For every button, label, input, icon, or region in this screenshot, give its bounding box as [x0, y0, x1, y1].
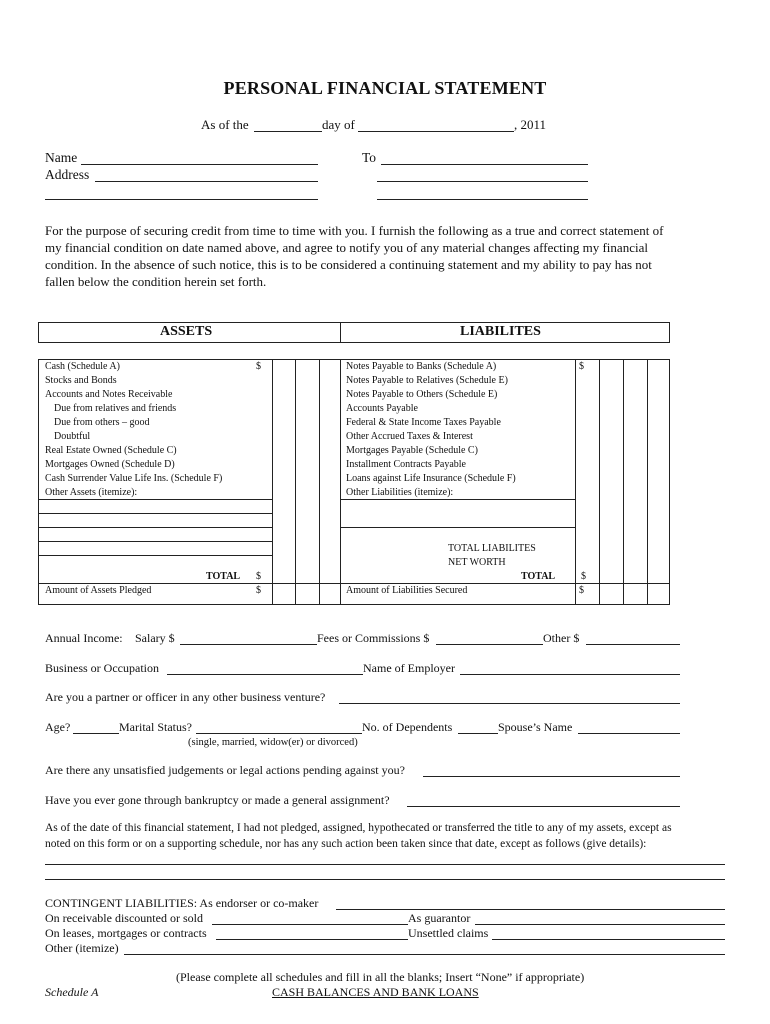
to-field-2[interactable] [377, 181, 588, 182]
guarantor-label: As guarantor [408, 911, 471, 925]
intro-line: my financial condition on date named above, and agree to notify you of any material changes affecting my financial [45, 240, 648, 255]
liability-others: Notes Payable to Others (Schedule E) [346, 389, 498, 400]
as-of-year: , 2011 [514, 117, 547, 132]
dependents-label: No. of Dependents [362, 720, 453, 734]
business-field[interactable] [167, 674, 363, 675]
assets-pledged-label: Amount of Assets Pledged [45, 585, 152, 596]
to-field-3[interactable] [377, 199, 588, 200]
asset-doubtful: Doubtful [54, 431, 91, 442]
liability-installment: Installment Contracts Payable [346, 459, 466, 470]
assets-total-dollar: $ [256, 571, 261, 582]
assets-heading: ASSETS [160, 324, 213, 339]
business-label: Business or Occupation [45, 661, 159, 675]
as-of-prefix: As of the [201, 117, 249, 132]
partner-question: Are you a partner or officer in any other business venture? [45, 690, 326, 704]
liability-other: Other Liabilities (itemize): [346, 487, 454, 498]
name-label: Name [45, 150, 78, 165]
receivable-label: On receivable discounted or sold [45, 911, 203, 925]
as-of-month-field[interactable] [358, 131, 514, 132]
liability-income-taxes: Federal & State Income Taxes Payable [346, 417, 501, 428]
address-label: Address [45, 167, 90, 182]
schedule-label: Schedule A [45, 985, 99, 999]
other-contingent-field[interactable] [124, 954, 725, 955]
as-of-middle: day of [322, 117, 355, 132]
pledge-line: As of the date of this financial statement, I had not pledged, assigned, hypothecated or transferred the title to any of my assets, except as [45, 822, 672, 834]
intro-line: For the purpose of securing credit from time to time with you. I furnish the following as a true and correct statement of [45, 223, 664, 238]
claims-field[interactable] [492, 939, 725, 940]
asset-mortgages: Mortgages Owned (Schedule D) [45, 459, 175, 470]
employer-field[interactable] [460, 674, 680, 675]
guarantor-field[interactable] [475, 924, 725, 925]
liability-accounts: Accounts Payable [346, 403, 418, 414]
pledge-details-field-2[interactable] [45, 879, 725, 880]
liability-mortgages: Mortgages Payable (Schedule C) [346, 445, 478, 456]
pledge-line: noted on this form or on a supporting schedule, nor has any such action been taken since that date, except as follows (give details): [45, 838, 647, 850]
assets-total-label: TOTAL [206, 571, 241, 582]
asset-other: Other Assets (itemize): [45, 487, 138, 498]
contingent-heading: CONTINGENT LIABILITIES: As endorser or co-maker [45, 896, 319, 910]
liabilities-secured-dollar: $ [579, 585, 584, 596]
intro-line: fallen below the condition herein set forth. [45, 274, 267, 289]
name-field[interactable] [81, 164, 318, 165]
partner-field[interactable] [339, 703, 680, 704]
asset-real-estate: Real Estate Owned (Schedule C) [45, 445, 177, 456]
marital-field[interactable] [196, 733, 362, 734]
asset-receivable: Accounts and Notes Receivable [45, 389, 173, 400]
intro-line: condition. In the absence of such notice, this is to be considered a continuing statement and my ability to pay has not [45, 257, 652, 272]
asset-stocks: Stocks and Bonds [45, 375, 117, 386]
section-header-box [38, 322, 670, 343]
salary-label: Salary $ [135, 631, 175, 645]
address-field-2[interactable] [45, 199, 318, 200]
schedule-title: CASH BALANCES AND BANK LOANS [272, 985, 479, 999]
other-income-label: Other $ [543, 631, 580, 645]
liabilities-secured-label: Amount of Liabilities Secured [346, 585, 468, 596]
salary-field[interactable] [180, 644, 317, 645]
leases-label: On leases, mortgages or contracts [45, 926, 207, 940]
judgements-question: Are there any unsatisfied judgements or legal actions pending against you? [45, 763, 405, 777]
instruction-note: (Please complete all schedules and fill in all the blanks; Insert “None” if appropriate) [176, 970, 585, 984]
age-label: Age? [45, 720, 71, 734]
other-income-field[interactable] [586, 644, 680, 645]
liability-banks: Notes Payable to Banks (Schedule A) [346, 361, 497, 372]
annual-income-label: Annual Income: [45, 631, 123, 645]
intro-paragraph [45, 222, 725, 290]
total-liabilities-label: TOTAL LIABILITES [448, 543, 536, 554]
employer-label: Name of Employer [363, 661, 455, 675]
spouse-label: Spouse’s Name [498, 720, 573, 734]
marital-note: (single, married, widow(er) or divorced) [188, 737, 358, 748]
liability-accrued-taxes: Other Accrued Taxes & Interest [346, 431, 473, 442]
other-contingent-label: Other (itemize) [45, 941, 119, 955]
pledge-details-field-1[interactable] [45, 864, 725, 865]
leases-field[interactable] [216, 939, 408, 940]
judgements-field[interactable] [423, 776, 680, 777]
liabilities-total-dollar: $ [581, 571, 586, 582]
asset-cash-dollar: $ [256, 361, 261, 372]
marital-label: Marital Status? [119, 720, 192, 734]
as-of-day-field[interactable] [254, 131, 322, 132]
net-worth-label: NET WORTH [448, 557, 506, 568]
asset-due-others: Due from others – good [54, 417, 150, 428]
page-title: PERSONAL FINANCIAL STATEMENT [223, 78, 547, 98]
address-field-1[interactable] [95, 181, 318, 182]
liabilities-heading: LIABILITES [460, 324, 541, 339]
spouse-field[interactable] [578, 733, 680, 734]
dependents-field[interactable] [458, 733, 498, 734]
receivable-field[interactable] [212, 924, 408, 925]
to-field-1[interactable] [381, 164, 588, 165]
bankruptcy-field[interactable] [407, 806, 680, 807]
liability-relatives: Notes Payable to Relatives (Schedule E) [346, 375, 508, 386]
liability-life-ins-loans: Loans against Life Insurance (Schedule F) [346, 473, 516, 484]
assets-pledged-dollar: $ [256, 585, 261, 596]
liabilities-total-label: TOTAL [521, 571, 556, 582]
claims-label: Unsettled claims [408, 926, 489, 940]
asset-cash: Cash (Schedule A) [45, 361, 120, 372]
bankruptcy-question: Have you ever gone through bankruptcy or made a general assignment? [45, 793, 390, 807]
endorser-field[interactable] [336, 909, 725, 910]
to-label: To [362, 150, 377, 165]
liability-banks-dollar: $ [579, 361, 584, 372]
fees-label: Fees or Commissions $ [317, 631, 430, 645]
asset-due-relatives: Due from relatives and friends [54, 403, 177, 414]
asset-life-ins: Cash Surrender Value Life Ins. (Schedule F) [45, 473, 223, 484]
age-field[interactable] [73, 733, 119, 734]
fees-field[interactable] [436, 644, 543, 645]
